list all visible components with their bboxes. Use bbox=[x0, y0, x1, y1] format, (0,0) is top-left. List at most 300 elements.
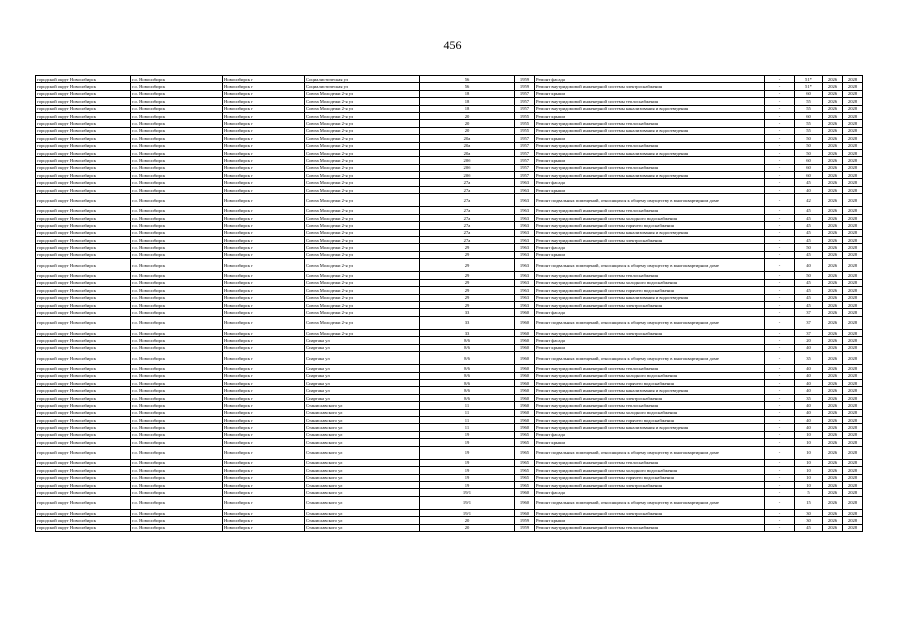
municipality-cell: городской округ Новосибирск bbox=[36, 272, 131, 279]
work-type-cell: Ремонт внутридомовой инженерной системы электроснабжения bbox=[535, 301, 765, 308]
wear-percent-cell: 40 bbox=[795, 402, 823, 409]
period-end-cell: 2028 bbox=[843, 467, 863, 474]
city-cell: Новосибирск г bbox=[223, 272, 305, 279]
indicator-cell: - bbox=[765, 424, 795, 431]
settlement-cell: г.о. Новосибирск bbox=[131, 279, 223, 286]
city-cell: Новосибирск г bbox=[223, 112, 305, 119]
year-built-cell: 1963 bbox=[515, 259, 535, 272]
period-end-cell: 2028 bbox=[843, 387, 863, 394]
period-start-cell: 2026 bbox=[823, 287, 843, 294]
settlement-cell: г.о. Новосибирск bbox=[131, 76, 223, 83]
house-number-cell: 33 bbox=[420, 329, 515, 336]
period-start-cell: 2026 bbox=[823, 164, 843, 171]
house-number-cell: 11 bbox=[420, 402, 515, 409]
table-row bbox=[36, 105, 863, 112]
period-start-cell: 2026 bbox=[823, 387, 843, 394]
city-cell: Новосибирск г bbox=[223, 301, 305, 308]
street-cell: Союза Молодежи 2-я ул bbox=[305, 294, 420, 301]
street-cell: Союза Молодежи 2-я ул bbox=[305, 229, 420, 236]
period-end-cell: 2028 bbox=[843, 517, 863, 524]
street-cell: Союза Молодежи 2-я ул bbox=[305, 316, 420, 329]
period-end-cell: 2028 bbox=[843, 294, 863, 301]
street-cell: Станиславского ул bbox=[305, 409, 420, 416]
year-built-cell: 1963 bbox=[515, 214, 535, 221]
settlement-cell: г.о. Новосибирск bbox=[131, 524, 223, 531]
city-cell: Новосибирск г bbox=[223, 329, 305, 336]
work-type-cell: Ремонт подвальных помещений, относящихся к общему имуществу в многоквартирном доме bbox=[535, 352, 765, 365]
indicator-cell: - bbox=[765, 431, 795, 438]
year-built-cell: 1963 bbox=[515, 194, 535, 207]
city-cell: Новосибирск г bbox=[223, 509, 305, 516]
house-number-cell: 8/6 bbox=[420, 394, 515, 401]
city-cell: Новосибирск г bbox=[223, 179, 305, 186]
wear-percent-cell: 50 bbox=[795, 142, 823, 149]
year-built-cell: 1960 bbox=[515, 337, 535, 344]
settlement-cell: г.о. Новосибирск bbox=[131, 416, 223, 423]
wear-percent-cell: 40 bbox=[795, 372, 823, 379]
period-end-cell: 2028 bbox=[843, 149, 863, 156]
wear-percent-cell: 40 bbox=[795, 424, 823, 431]
house-number-cell: 29 bbox=[420, 287, 515, 294]
period-start-cell: 2026 bbox=[823, 272, 843, 279]
indicator-cell: - bbox=[765, 524, 795, 531]
period-end-cell: 2028 bbox=[843, 344, 863, 351]
wear-percent-cell: 55 bbox=[795, 120, 823, 127]
work-type-cell: Ремонт подвальных помещений, относящихся к общему имуществу в многоквартирном доме bbox=[535, 259, 765, 272]
settlement-cell: г.о. Новосибирск bbox=[131, 372, 223, 379]
settlement-cell: г.о. Новосибирск bbox=[131, 149, 223, 156]
street-cell: Станиславского ул bbox=[305, 431, 420, 438]
city-cell: Новосибирск г bbox=[223, 316, 305, 329]
city-cell: Новосибирск г bbox=[223, 287, 305, 294]
period-end-cell: 2028 bbox=[843, 524, 863, 531]
settlement-cell: г.о. Новосибирск bbox=[131, 112, 223, 119]
period-start-cell: 2026 bbox=[823, 214, 843, 221]
street-cell: Социалистическая ул bbox=[305, 76, 420, 83]
work-type-cell: Ремонт внутридомовой инженерной системы горячего водоснабжения bbox=[535, 222, 765, 229]
house-number-cell: 29 bbox=[420, 294, 515, 301]
work-type-cell: Ремонт фасада bbox=[535, 489, 765, 496]
year-built-cell: 1965 bbox=[515, 459, 535, 466]
period-start-cell: 2026 bbox=[823, 416, 843, 423]
indicator-cell: - bbox=[765, 186, 795, 193]
work-type-cell: Ремонт подвальных помещений, относящихся к общему имуществу в многоквартирном доме bbox=[535, 496, 765, 509]
settlement-cell: г.о. Новосибирск bbox=[131, 496, 223, 509]
street-cell: Союза Молодежи 2-я ул bbox=[305, 164, 420, 171]
indicator-cell: - bbox=[765, 142, 795, 149]
work-type-cell: Ремонт подвальных помещений, относящихся к общему имуществу в многоквартирном доме bbox=[535, 316, 765, 329]
year-built-cell: 1965 bbox=[515, 467, 535, 474]
street-cell: Союза Молодежи 2-я ул bbox=[305, 207, 420, 214]
street-cell: Спартака ул bbox=[305, 352, 420, 365]
city-cell: Новосибирск г bbox=[223, 222, 305, 229]
street-cell: Союза Молодежи 2-я ул bbox=[305, 186, 420, 193]
indicator-cell: - bbox=[765, 172, 795, 179]
street-cell: Спартака ул bbox=[305, 344, 420, 351]
period-start-cell: 2026 bbox=[823, 337, 843, 344]
municipality-cell: городской округ Новосибирск bbox=[36, 439, 131, 446]
municipality-cell: городской округ Новосибирск bbox=[36, 474, 131, 481]
municipality-cell: городской округ Новосибирск bbox=[36, 337, 131, 344]
house-number-cell: 19 bbox=[420, 467, 515, 474]
work-type-cell: Ремонт внутридомовой инженерной системы холодного водоснабжения bbox=[535, 372, 765, 379]
wear-percent-cell: 51* bbox=[795, 83, 823, 90]
year-built-cell: 1963 bbox=[515, 237, 535, 244]
municipality-cell: городской округ Новосибирск bbox=[36, 431, 131, 438]
street-cell: Спартака ул bbox=[305, 372, 420, 379]
year-built-cell: 1957 bbox=[515, 149, 535, 156]
house-number-cell: 27а bbox=[420, 214, 515, 221]
street-cell: Союза Молодежи 2-я ул bbox=[305, 127, 420, 134]
city-cell: Новосибирск г bbox=[223, 524, 305, 531]
indicator-cell: - bbox=[765, 149, 795, 156]
house-number-cell: 20 bbox=[420, 112, 515, 119]
municipality-cell: городской округ Новосибирск bbox=[36, 135, 131, 142]
year-built-cell: 1960 bbox=[515, 316, 535, 329]
year-built-cell: 1957 bbox=[515, 142, 535, 149]
house-number-cell: 8/6 bbox=[420, 365, 515, 372]
period-end-cell: 2028 bbox=[843, 214, 863, 221]
street-cell: Союза Молодежи 2-я ул bbox=[305, 222, 420, 229]
indicator-cell: - bbox=[765, 279, 795, 286]
settlement-cell: г.о. Новосибирск bbox=[131, 244, 223, 251]
work-type-cell: Ремонт внутридомовой инженерной системы теплоснабжения bbox=[535, 272, 765, 279]
settlement-cell: г.о. Новосибирск bbox=[131, 352, 223, 365]
period-start-cell: 2026 bbox=[823, 251, 843, 258]
street-cell: Спартака ул bbox=[305, 380, 420, 387]
table-row bbox=[36, 424, 863, 431]
city-cell: Новосибирск г bbox=[223, 172, 305, 179]
work-type-cell: Ремонт крыши bbox=[535, 135, 765, 142]
year-built-cell: 1960 bbox=[515, 372, 535, 379]
year-built-cell: 1957 bbox=[515, 157, 535, 164]
municipality-cell: городской округ Новосибирск bbox=[36, 524, 131, 531]
settlement-cell: г.о. Новосибирск bbox=[131, 186, 223, 193]
period-start-cell: 2026 bbox=[823, 316, 843, 329]
house-number-cell: 8/6 bbox=[420, 352, 515, 365]
house-number-cell: 8/6 bbox=[420, 372, 515, 379]
wear-percent-cell: 30 bbox=[795, 509, 823, 516]
period-start-cell: 2026 bbox=[823, 509, 843, 516]
indicator-cell: - bbox=[765, 409, 795, 416]
period-end-cell: 2028 bbox=[843, 337, 863, 344]
house-number-cell: 11 bbox=[420, 409, 515, 416]
table-row bbox=[36, 459, 863, 466]
municipality-cell: городской округ Новосибирск bbox=[36, 76, 131, 83]
work-type-cell: Ремонт фасада bbox=[535, 309, 765, 316]
work-type-cell: Ремонт фасада bbox=[535, 431, 765, 438]
wear-percent-cell: 20 bbox=[795, 337, 823, 344]
period-end-cell: 2028 bbox=[843, 459, 863, 466]
period-end-cell: 2028 bbox=[843, 112, 863, 119]
year-built-cell: 1965 bbox=[515, 481, 535, 488]
year-built-cell: 1963 bbox=[515, 207, 535, 214]
indicator-cell: - bbox=[765, 214, 795, 221]
city-cell: Новосибирск г bbox=[223, 214, 305, 221]
table-row bbox=[36, 229, 863, 236]
indicator-cell: - bbox=[765, 244, 795, 251]
table-row bbox=[36, 76, 863, 83]
municipality-cell: городской округ Новосибирск bbox=[36, 309, 131, 316]
work-type-cell: Ремонт крыши bbox=[535, 157, 765, 164]
municipality-cell: городской округ Новосибирск bbox=[36, 120, 131, 127]
indicator-cell: - bbox=[765, 207, 795, 214]
house-number-cell: 8/6 bbox=[420, 380, 515, 387]
wear-percent-cell: 45 bbox=[795, 287, 823, 294]
city-cell: Новосибирск г bbox=[223, 164, 305, 171]
settlement-cell: г.о. Новосибирск bbox=[131, 179, 223, 186]
period-start-cell: 2026 bbox=[823, 409, 843, 416]
city-cell: Новосибирск г bbox=[223, 352, 305, 365]
street-cell: Станиславского ул bbox=[305, 424, 420, 431]
street-cell: Станиславского ул bbox=[305, 481, 420, 488]
wear-percent-cell: 40 bbox=[795, 416, 823, 423]
house-number-cell: 29 bbox=[420, 301, 515, 308]
work-type-cell: Ремонт внутридомовой инженерной системы электроснабжения bbox=[535, 394, 765, 401]
city-cell: Новосибирск г bbox=[223, 294, 305, 301]
wear-percent-cell: 5 bbox=[795, 489, 823, 496]
settlement-cell: г.о. Новосибирск bbox=[131, 157, 223, 164]
wear-percent-cell: 37 bbox=[795, 316, 823, 329]
municipality-cell: городской округ Новосибирск bbox=[36, 142, 131, 149]
indicator-cell: - bbox=[765, 344, 795, 351]
work-type-cell: Ремонт крыши bbox=[535, 90, 765, 97]
table-row bbox=[36, 496, 863, 509]
settlement-cell: г.о. Новосибирск bbox=[131, 272, 223, 279]
city-cell: Новосибирск г bbox=[223, 105, 305, 112]
settlement-cell: г.о. Новосибирск bbox=[131, 287, 223, 294]
period-start-cell: 2026 bbox=[823, 372, 843, 379]
indicator-cell: - bbox=[765, 222, 795, 229]
indicator-cell: - bbox=[765, 164, 795, 171]
period-start-cell: 2026 bbox=[823, 207, 843, 214]
street-cell: Союза Молодежи 2-я ул bbox=[305, 194, 420, 207]
wear-percent-cell: 45 bbox=[795, 301, 823, 308]
street-cell: Станиславского ул bbox=[305, 517, 420, 524]
period-end-cell: 2028 bbox=[843, 186, 863, 193]
period-end-cell: 2028 bbox=[843, 251, 863, 258]
house-number-cell: 27а bbox=[420, 186, 515, 193]
street-cell: Союза Молодежи 2-я ул bbox=[305, 214, 420, 221]
period-start-cell: 2026 bbox=[823, 474, 843, 481]
indicator-cell: - bbox=[765, 446, 795, 459]
wear-percent-cell: 15 bbox=[795, 496, 823, 509]
period-start-cell: 2026 bbox=[823, 149, 843, 156]
year-built-cell: 1960 bbox=[515, 352, 535, 365]
wear-percent-cell: 60 bbox=[795, 157, 823, 164]
work-type-cell: Ремонт внутридомовой инженерной системы теплоснабжения bbox=[535, 207, 765, 214]
street-cell: Спартака ул bbox=[305, 387, 420, 394]
settlement-cell: г.о. Новосибирск bbox=[131, 431, 223, 438]
work-type-cell: Ремонт внутридомовой инженерной системы канализования и водоотведения bbox=[535, 387, 765, 394]
indicator-cell: - bbox=[765, 251, 795, 258]
table-row bbox=[36, 337, 863, 344]
city-cell: Новосибирск г bbox=[223, 467, 305, 474]
indicator-cell: - bbox=[765, 337, 795, 344]
period-end-cell: 2028 bbox=[843, 222, 863, 229]
street-cell: Союза Молодежи 2-я ул bbox=[305, 90, 420, 97]
period-end-cell: 2028 bbox=[843, 439, 863, 446]
house-number-cell: 33 bbox=[420, 309, 515, 316]
period-end-cell: 2028 bbox=[843, 157, 863, 164]
municipality-cell: городской округ Новосибирск bbox=[36, 127, 131, 134]
house-number-cell: 20б bbox=[420, 172, 515, 179]
work-type-cell: Ремонт фасада bbox=[535, 244, 765, 251]
municipality-cell: городской округ Новосибирск bbox=[36, 207, 131, 214]
indicator-cell: - bbox=[765, 194, 795, 207]
street-cell: Союза Молодежи 2-я ул bbox=[305, 179, 420, 186]
municipality-cell: городской округ Новосибирск bbox=[36, 372, 131, 379]
municipality-cell: городской округ Новосибирск bbox=[36, 259, 131, 272]
year-built-cell: 1960 bbox=[515, 380, 535, 387]
wear-percent-cell: 55 bbox=[795, 98, 823, 105]
city-cell: Новосибирск г bbox=[223, 135, 305, 142]
year-built-cell: 1955 bbox=[515, 112, 535, 119]
indicator-cell: - bbox=[765, 496, 795, 509]
table-row bbox=[36, 309, 863, 316]
table-row bbox=[36, 431, 863, 438]
period-end-cell: 2028 bbox=[843, 509, 863, 516]
work-type-cell: Ремонт внутридомовой инженерной системы канализования и водоотведения bbox=[535, 294, 765, 301]
period-start-cell: 2026 bbox=[823, 135, 843, 142]
table-row bbox=[36, 402, 863, 409]
work-type-cell: Ремонт внутридомовой инженерной системы канализования и водоотведения bbox=[535, 229, 765, 236]
city-cell: Новосибирск г bbox=[223, 259, 305, 272]
indicator-cell: - bbox=[765, 402, 795, 409]
settlement-cell: г.о. Новосибирск bbox=[131, 316, 223, 329]
city-cell: Новосибирск г bbox=[223, 474, 305, 481]
indicator-cell: - bbox=[765, 98, 795, 105]
settlement-cell: г.о. Новосибирск bbox=[131, 446, 223, 459]
work-type-cell: Ремонт внутридомовой инженерной системы холодного водоснабжения bbox=[535, 279, 765, 286]
wear-percent-cell: 45 bbox=[795, 294, 823, 301]
city-cell: Новосибирск г bbox=[223, 380, 305, 387]
indicator-cell: - bbox=[765, 316, 795, 329]
settlement-cell: г.о. Новосибирск bbox=[131, 309, 223, 316]
period-end-cell: 2028 bbox=[843, 394, 863, 401]
wear-percent-cell: 37 bbox=[795, 309, 823, 316]
settlement-cell: г.о. Новосибирск bbox=[131, 135, 223, 142]
indicator-cell: - bbox=[765, 135, 795, 142]
indicator-cell: - bbox=[765, 329, 795, 336]
house-number-cell: 19/1 bbox=[420, 496, 515, 509]
year-built-cell: 1960 bbox=[515, 496, 535, 509]
wear-percent-cell: 10 bbox=[795, 467, 823, 474]
house-number-cell: 20 bbox=[420, 120, 515, 127]
work-type-cell: Ремонт внутридомовой инженерной системы холодного водоснабжения bbox=[535, 467, 765, 474]
wear-percent-cell: 40 bbox=[795, 186, 823, 193]
wear-percent-cell: 50 bbox=[795, 272, 823, 279]
table-row bbox=[36, 352, 863, 365]
table-row bbox=[36, 294, 863, 301]
period-end-cell: 2028 bbox=[843, 309, 863, 316]
municipality-cell: городской округ Новосибирск bbox=[36, 509, 131, 516]
indicator-cell: - bbox=[765, 229, 795, 236]
city-cell: Новосибирск г bbox=[223, 90, 305, 97]
wear-percent-cell: 40 bbox=[795, 380, 823, 387]
wear-percent-cell: 55 bbox=[795, 105, 823, 112]
period-start-cell: 2026 bbox=[823, 279, 843, 286]
municipality-cell: городской округ Новосибирск bbox=[36, 172, 131, 179]
period-end-cell: 2028 bbox=[843, 142, 863, 149]
settlement-cell: г.о. Новосибирск bbox=[131, 380, 223, 387]
year-built-cell: 1960 bbox=[515, 365, 535, 372]
period-end-cell: 2028 bbox=[843, 301, 863, 308]
work-type-cell: Ремонт внутридомовой инженерной системы электроснабжения bbox=[535, 509, 765, 516]
period-start-cell: 2026 bbox=[823, 431, 843, 438]
period-start-cell: 2026 bbox=[823, 424, 843, 431]
house-number-cell: 29 bbox=[420, 251, 515, 258]
table-row bbox=[36, 446, 863, 459]
street-cell: Союза Молодежи 2-я ул bbox=[305, 142, 420, 149]
house-number-cell: 29 bbox=[420, 259, 515, 272]
period-end-cell: 2028 bbox=[843, 365, 863, 372]
year-built-cell: 1963 bbox=[515, 279, 535, 286]
settlement-cell: г.о. Новосибирск bbox=[131, 474, 223, 481]
table-row bbox=[36, 207, 863, 214]
work-type-cell: Ремонт внутридомовой инженерной системы теплоснабжения bbox=[535, 142, 765, 149]
street-cell: Станиславского ул bbox=[305, 467, 420, 474]
table-row bbox=[36, 524, 863, 531]
indicator-cell: - bbox=[765, 287, 795, 294]
table-row bbox=[36, 244, 863, 251]
wear-percent-cell: 40 bbox=[795, 409, 823, 416]
house-number-cell: 11 bbox=[420, 416, 515, 423]
city-cell: Новосибирск г bbox=[223, 76, 305, 83]
street-cell: Станиславского ул bbox=[305, 474, 420, 481]
table-row bbox=[36, 172, 863, 179]
city-cell: Новосибирск г bbox=[223, 365, 305, 372]
street-cell: Станиславского ул bbox=[305, 439, 420, 446]
house-number-cell: 27а bbox=[420, 237, 515, 244]
city-cell: Новосибирск г bbox=[223, 142, 305, 149]
wear-percent-cell: 37 bbox=[795, 329, 823, 336]
period-start-cell: 2026 bbox=[823, 229, 843, 236]
municipality-cell: городской округ Новосибирск bbox=[36, 402, 131, 409]
table-row bbox=[36, 517, 863, 524]
work-type-cell: Ремонт внутридомовой инженерной системы теплоснабжения bbox=[535, 164, 765, 171]
work-type-cell: Ремонт крыши bbox=[535, 251, 765, 258]
year-built-cell: 1957 bbox=[515, 164, 535, 171]
settlement-cell: г.о. Новосибирск bbox=[131, 120, 223, 127]
wear-percent-cell: 10 bbox=[795, 431, 823, 438]
period-end-cell: 2028 bbox=[843, 259, 863, 272]
street-cell: Союза Молодежи 2-я ул bbox=[305, 309, 420, 316]
work-type-cell: Ремонт внутридомовой инженерной системы холодного водоснабжения bbox=[535, 214, 765, 221]
settlement-cell: г.о. Новосибирск bbox=[131, 207, 223, 214]
municipality-cell: городской округ Новосибирск bbox=[36, 489, 131, 496]
period-end-cell: 2028 bbox=[843, 446, 863, 459]
year-built-cell: 1957 bbox=[515, 105, 535, 112]
year-built-cell: 1959 bbox=[515, 517, 535, 524]
wear-percent-cell: 45 bbox=[795, 279, 823, 286]
period-end-cell: 2028 bbox=[843, 416, 863, 423]
wear-percent-cell: 50 bbox=[795, 244, 823, 251]
work-type-cell: Ремонт внутридомовой инженерной системы теплоснабжения bbox=[535, 98, 765, 105]
year-built-cell: 1963 bbox=[515, 301, 535, 308]
period-end-cell: 2028 bbox=[843, 105, 863, 112]
wear-percent-cell: 45 bbox=[795, 237, 823, 244]
city-cell: Новосибирск г bbox=[223, 489, 305, 496]
street-cell: Союза Молодежи 2-я ул bbox=[305, 279, 420, 286]
period-end-cell: 2028 bbox=[843, 474, 863, 481]
indicator-cell: - bbox=[765, 372, 795, 379]
city-cell: Новосибирск г bbox=[223, 120, 305, 127]
municipality-cell: городской округ Новосибирск bbox=[36, 237, 131, 244]
table-row bbox=[36, 416, 863, 423]
table-row bbox=[36, 467, 863, 474]
table-row bbox=[36, 164, 863, 171]
